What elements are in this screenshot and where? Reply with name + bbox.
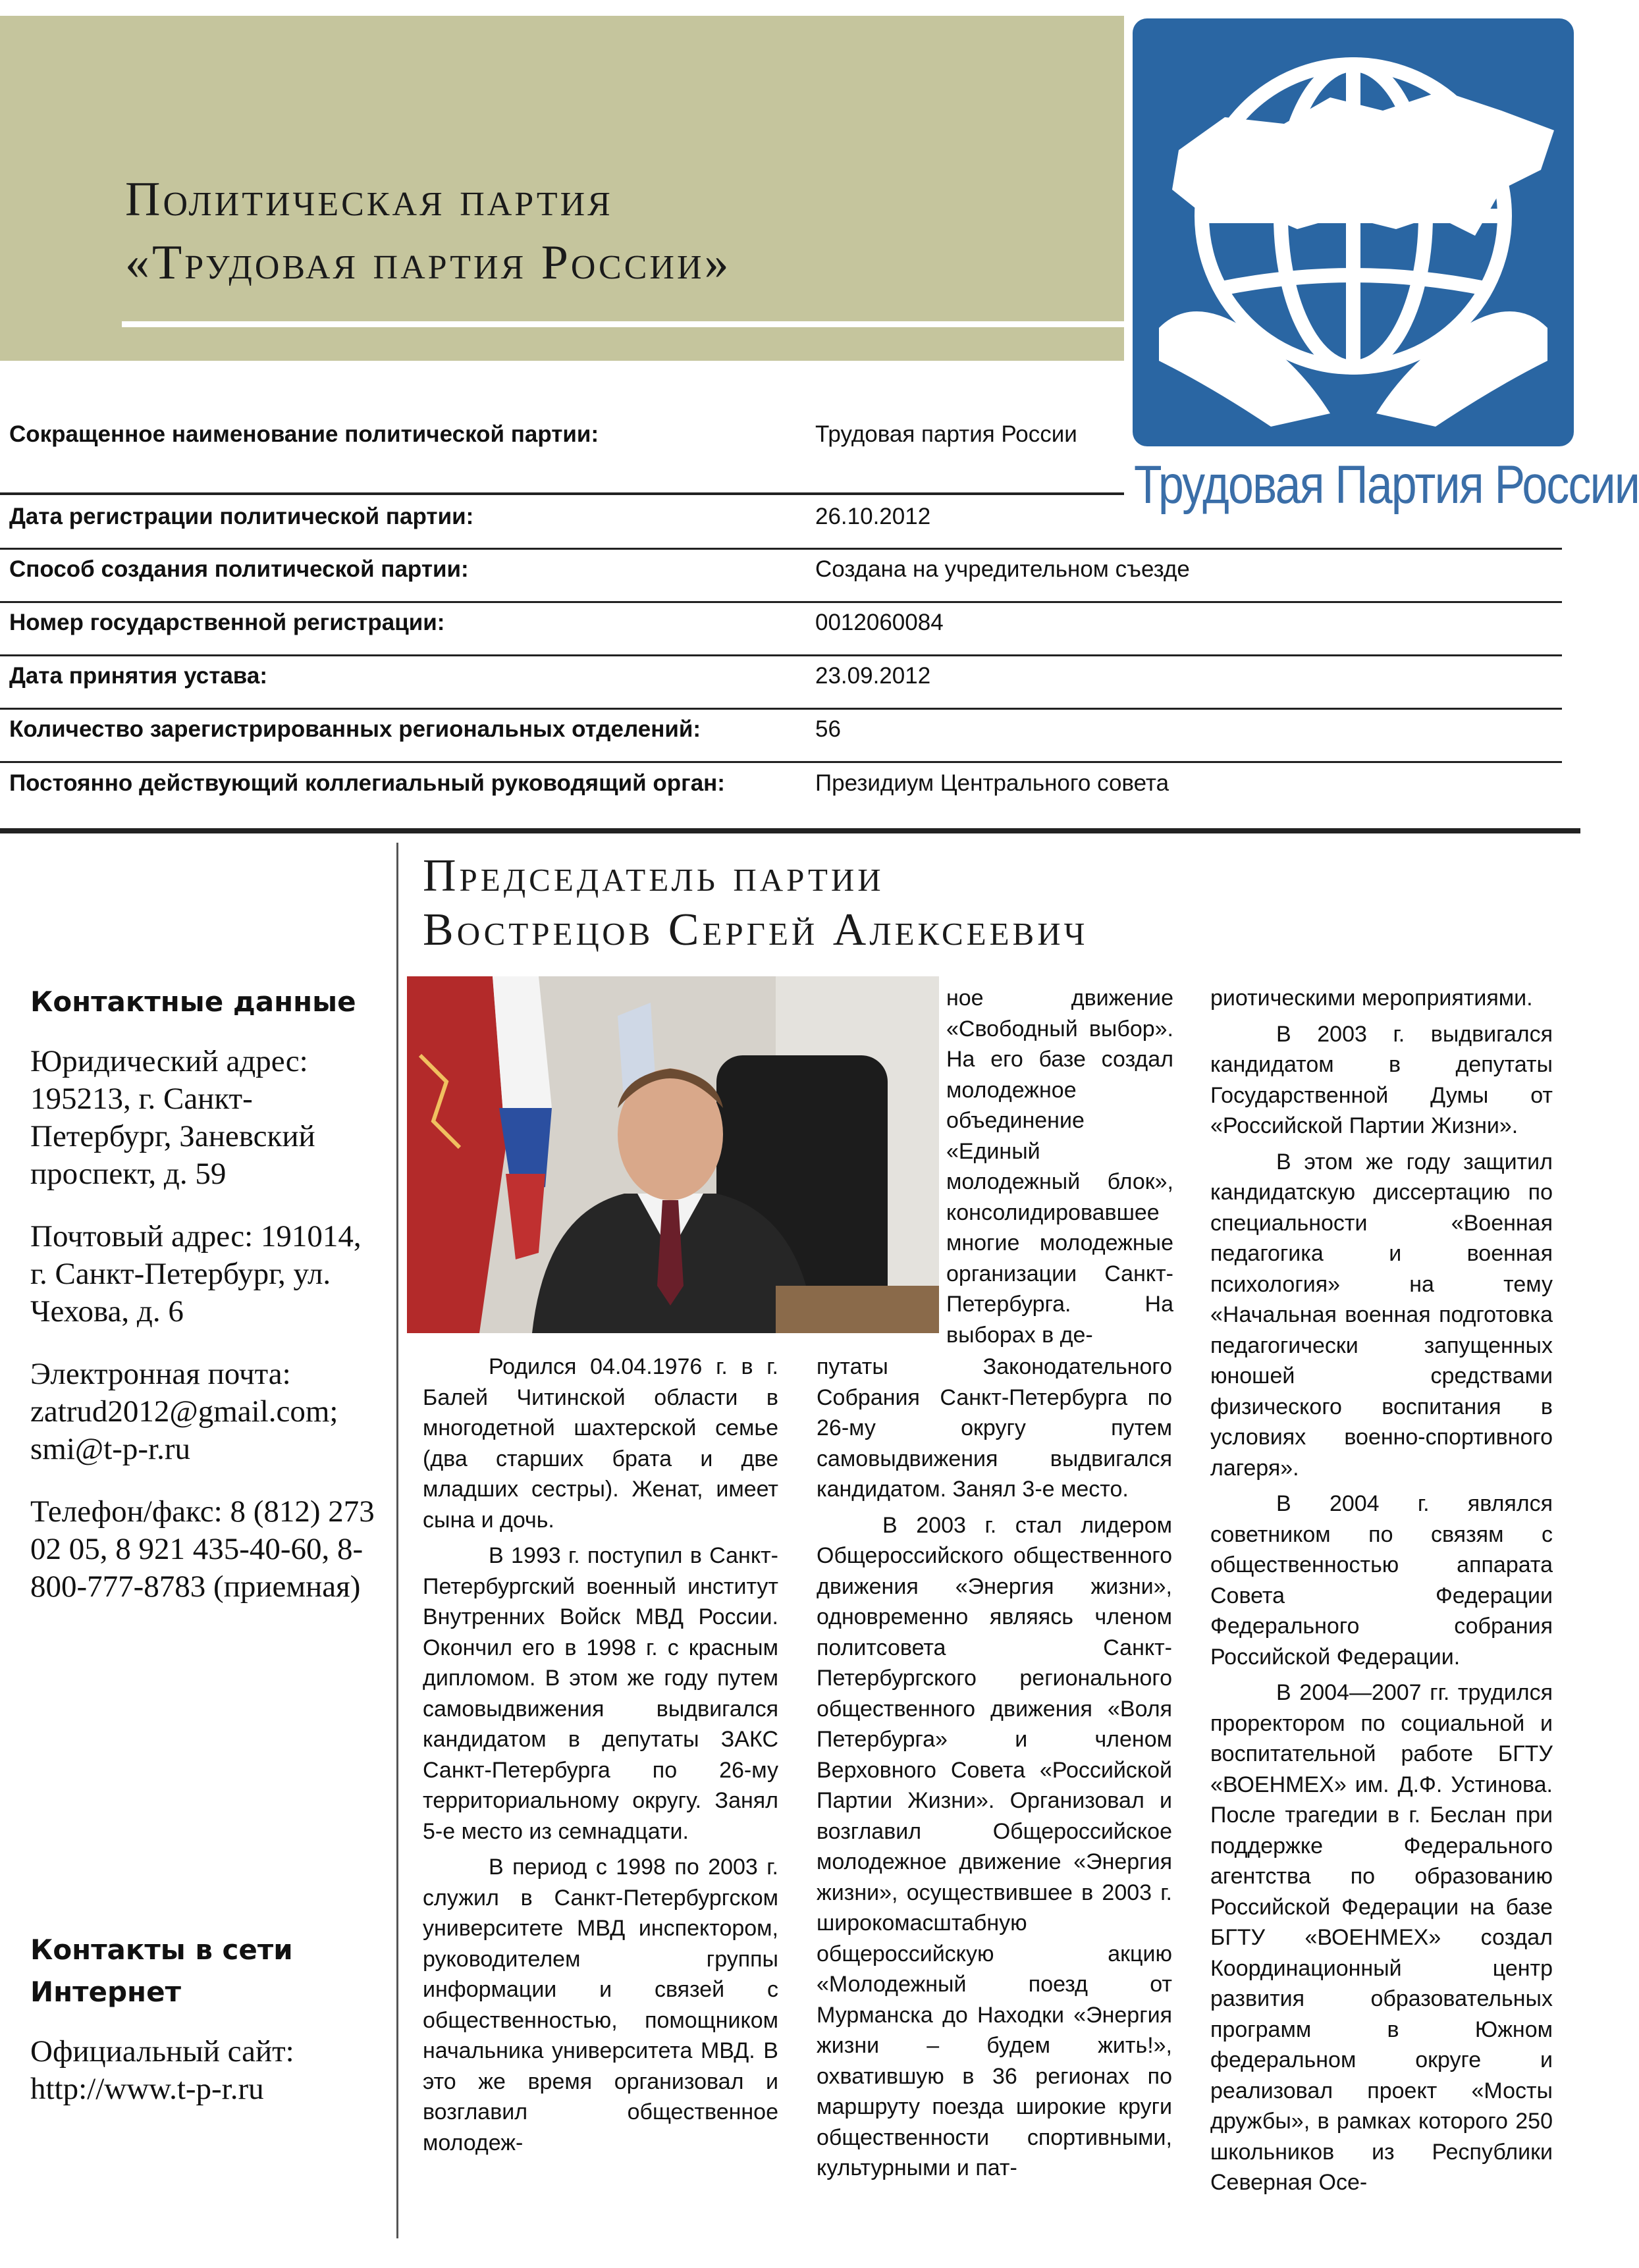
party-title-line1: Политическая партия (125, 172, 613, 226)
info-label: Количество зарегистрированных региональных отделений: (9, 716, 701, 742)
legal-address: Юридический адрес: 195213, г. Санкт-Петербург, Заневский проспект, д. 59 (30, 1044, 315, 1191)
official-website: Официальный сайт: http://www.t-p-r.ru (30, 2034, 294, 2106)
section-divider (0, 828, 1580, 833)
info-value: Создана на учредительном съезде (815, 556, 1190, 582)
chairman-title-line2: Вострецов Сергей Алексеевич (423, 905, 1088, 955)
info-value: 26.10.2012 (815, 504, 931, 529)
paragraph: путаты Законодательного Собрания Санкт-Петербурга по 26-му округу путем самовыдвижения выдвигался кандидатом. Занял 3-е место. (817, 1354, 1172, 1502)
info-value: 56 (815, 716, 841, 742)
article-col3 (1210, 983, 1553, 2203)
logo-caption: Трудовая Партия России (1134, 455, 1639, 515)
contacts-heading: Контактные данные (30, 986, 356, 1018)
internet-contacts (30, 1929, 386, 2133)
paragraph: В период с 1998 по 2003 г. служил в Санкт-Петербургском университете МВД инспектором, руководителем группы информации и связей с общественностью, помощником начальника университета МВД. В это же время организовал и возглавил общественное молодеж- (423, 1855, 778, 2155)
contacts-sidebar (30, 981, 386, 1631)
paragraph: Родился 04.04.1976 г. в г. Балей Читинской области в многодетной шахтерской семье (два старших брата и две младших сестры). Женат, имеет сына и дочь. (423, 1354, 778, 1533)
info-divider (0, 761, 1562, 763)
info-label: Дата принятия устава: (9, 663, 267, 689)
article-col1-top (946, 983, 1173, 1356)
info-label: Способ создания политической партии: (9, 556, 469, 582)
info-value: Президиум Центрального совета (815, 770, 1169, 796)
paragraph: В 2004 г. являлся советником по связям с общественностью аппарата Совета Федерации Федерального собрания Российской Федерации. (1210, 1491, 1553, 1670)
info-divider (0, 654, 1562, 656)
paragraph: В 2003 г. выдвигался кандидатом в депутаты Государственной Думы от «Российской Партии Жизни». (1210, 1021, 1553, 1138)
article-col1 (423, 1352, 778, 2163)
chairman-photo (407, 976, 939, 1333)
article-col2 (817, 1352, 1172, 2189)
phone-fax: Телефон/факс: 8 (812) 273 02 05, 8 921 435-40-60, 8-800-777-8783 (приемная) (30, 1494, 375, 1604)
party-logo (1133, 18, 1574, 446)
info-divider (0, 492, 1124, 495)
info-label: Номер государственной регистрации: (9, 610, 445, 635)
email: Электронная почта: zatrud2012@gmail.com; smi@t-p-r.ru (30, 1357, 338, 1466)
chairman-title (423, 849, 1088, 957)
paragraph: В 2003 г. стал лидером Общероссийского общественного движения «Энергия жизни», одновременно являясь членом политсовета Санкт-Петербургского регионального общественного движения «Воля Петербурга» и членом Верховного Совета «Российской Партии Жизни». Организовал и возглавил Общероссийское молодежное движение «Энергия жизни», осуществившее в 2003 г. широкомасштабную общероссийскую акцию «Молодежный поезд от Мурманска до Находки «Энергия жизни – будем жить!», охватившую в 36 регионах по маршруту поезда широкие круги общественности спортивными, культурными и пат- (817, 1512, 1172, 2180)
paragraph: В этом же году защитил кандидатскую диссертацию по специальности «Военная педагогика и военная психология» на тему «Начальная военная подготовка педагогически запущенных юношей средствами физического воспитания в условиях военно-спортивного лагеря». (1210, 1149, 1553, 1481)
info-value: 23.09.2012 (815, 663, 931, 689)
postal-address: Почтовый адрес: 191014, г. Санкт-Петербург, ул. Чехова, д. 6 (30, 1219, 362, 1329)
internet-heading-line2: Интернет (30, 1976, 181, 2008)
chairman-title-line1: Председатель партии (423, 851, 884, 901)
party-title-line2: «Трудовая партия России» (125, 236, 732, 290)
paragraph: риотическими мероприятиями. (1210, 986, 1533, 1011)
info-divider (0, 601, 1562, 603)
paragraph: В 2004—2007 гг. трудился проректором по социальной и воспитательной работе БГТУ «ВОЕНМЕХ» им. Д.Ф. Устинова. После трагедии в г. Беслан при поддержке Федерального агентства по образованию Российской Федерации на базе БГТУ «ВОЕНМЕХ» создал Координационный центр развития образовательных программ в Южном федеральном округе и реализовал проект «Мосты дружбы», в рамках которого 250 школьников из Республики Северная Осе- (1210, 1680, 1553, 2195)
column-divider (396, 843, 398, 2238)
internet-heading-line1: Контакты в сети (30, 1934, 293, 1966)
banner-divider (122, 321, 1124, 327)
info-divider (0, 708, 1562, 710)
info-divider (0, 548, 1562, 550)
info-value: Трудовая партия России (815, 421, 1077, 447)
info-label: Дата регистрации политической партии: (9, 504, 474, 529)
globe-hands-logo-icon (1133, 18, 1574, 446)
party-title (125, 168, 732, 294)
paragraph: В 1993 г. поступил в Санкт-Петербургский военный институт Внутренних Войск МВД России. Окончил его в 1998 г. с красным дипломом. В этом же году путем самовыдвижения выдвигался кандидатом в депутаты ЗАКС Санкт-Петербурга по 26-му территориальному округу. Занял 5-е место из семнадцати. (423, 1543, 778, 1844)
info-label: Постоянно действующий коллегиальный руководящий орган: (9, 770, 725, 796)
portrait-image (407, 976, 939, 1333)
info-label: Сокращенное наименование политической партии: (9, 421, 599, 447)
info-value: 0012060084 (815, 610, 944, 635)
paragraph: ное движение «Свободный выбор». На его базе создал молодежное объединение «Единый молодежный блок», консолидировавшее многие молодежные организации Санкт-Петербурга. На выборах в де- (946, 986, 1173, 1348)
